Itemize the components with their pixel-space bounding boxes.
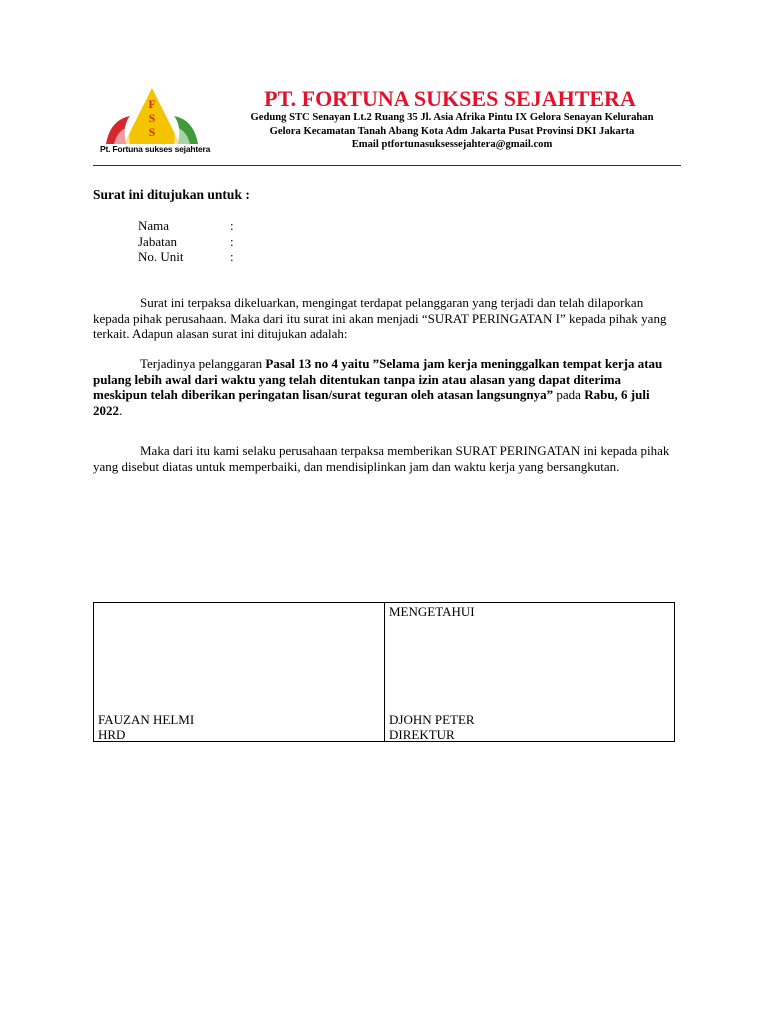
signature-right-name: DJOHN PETER	[389, 712, 475, 727]
signature-left-role: HRD	[98, 727, 126, 742]
signature-right-role: DIREKTUR	[389, 727, 455, 742]
paragraph-conclusion-text: Maka dari itu kami selaku perusahaan terpaksa memberikan SURAT PERINGATAN ini kepada pihak yang disebut diatas untuk memperbaiki, dan mendisiplinkan jam dan waktu kerja yang bersangkutan.	[93, 443, 670, 474]
address-line-2: Gelora Kecamatan Tanah Abang Kota Adm Jakarta Pusat Provinsi DKI Jakarta	[269, 125, 635, 137]
signature-cell-left	[94, 603, 385, 742]
signature-cell-right	[385, 603, 675, 742]
field-label: Nama	[138, 218, 170, 233]
paragraph-intro-text: Surat ini terpaksa dikeluarkan, mengingat terdapat pelanggaran yang terjadi dan telah dilaporkan kepada pihak perusahaan. Maka dari itu surat ini akan menjadi “SURAT PERINGATAN I” kepada pihak yang terkait. Adapun alasan surat ini ditujukan adalah:	[93, 295, 667, 341]
violation-article: Pasal 13 no 4 yaitu ”Selama jam kerja meninggalkan tempat kerja atau pulang lebih awal dari waktu yang telah ditentukan tanpa izin atau alasan yang dapat diterima meskipun telah diberikan peringatan lisan/surat teguran oleh atasan langsungnya”	[93, 356, 663, 402]
field-separator: :	[230, 249, 234, 264]
logo-graphic	[100, 86, 204, 148]
signature-right-heading: MENGETAHUI	[389, 604, 475, 619]
paragraph-violation	[93, 356, 671, 418]
logo-letter-1: F	[148, 97, 156, 111]
violation-date: Rabu, 6 juli 2022	[93, 387, 650, 418]
violation-end: .	[119, 402, 123, 418]
logo-letter-3: S	[148, 125, 156, 139]
signature-left-name: FAUZAN HELMI	[98, 712, 195, 727]
paragraph-conclusion	[93, 443, 671, 474]
field-label: No. Unit	[138, 249, 184, 264]
violation-lead: Terjadinya pelanggaran	[140, 356, 266, 371]
logo-letter-2: S	[148, 111, 156, 125]
field-row-jabatan	[138, 234, 240, 250]
email-line: Email ptfortunasuksessejahtera@gmail.com	[351, 139, 553, 150]
logo-caption: Pt. Fortuna sukses sejahtera	[100, 144, 211, 154]
field-row-no-unit	[138, 249, 240, 265]
field-label: Jabatan	[138, 233, 177, 249]
header-divider	[93, 165, 681, 166]
field-separator: :	[230, 233, 234, 249]
company-name: PT. FORTUNA SUKSES SEJAHTERA	[264, 86, 636, 111]
addressee-intro: Surat ini ditujukan untuk :	[93, 187, 250, 202]
field-separator: :	[230, 218, 234, 233]
address-line-1: Gedung STC Senayan Lt.2 Ruang 35 Jl. Asia Afrika Pintu IX Gelora Senayan Kelurahan	[250, 112, 654, 123]
addressee-fields	[138, 218, 240, 265]
paragraph-intro	[93, 295, 671, 342]
company-address	[216, 111, 688, 152]
violation-date-lead: pada	[553, 387, 585, 402]
field-row-nama	[138, 218, 240, 234]
signature-table	[93, 602, 675, 742]
